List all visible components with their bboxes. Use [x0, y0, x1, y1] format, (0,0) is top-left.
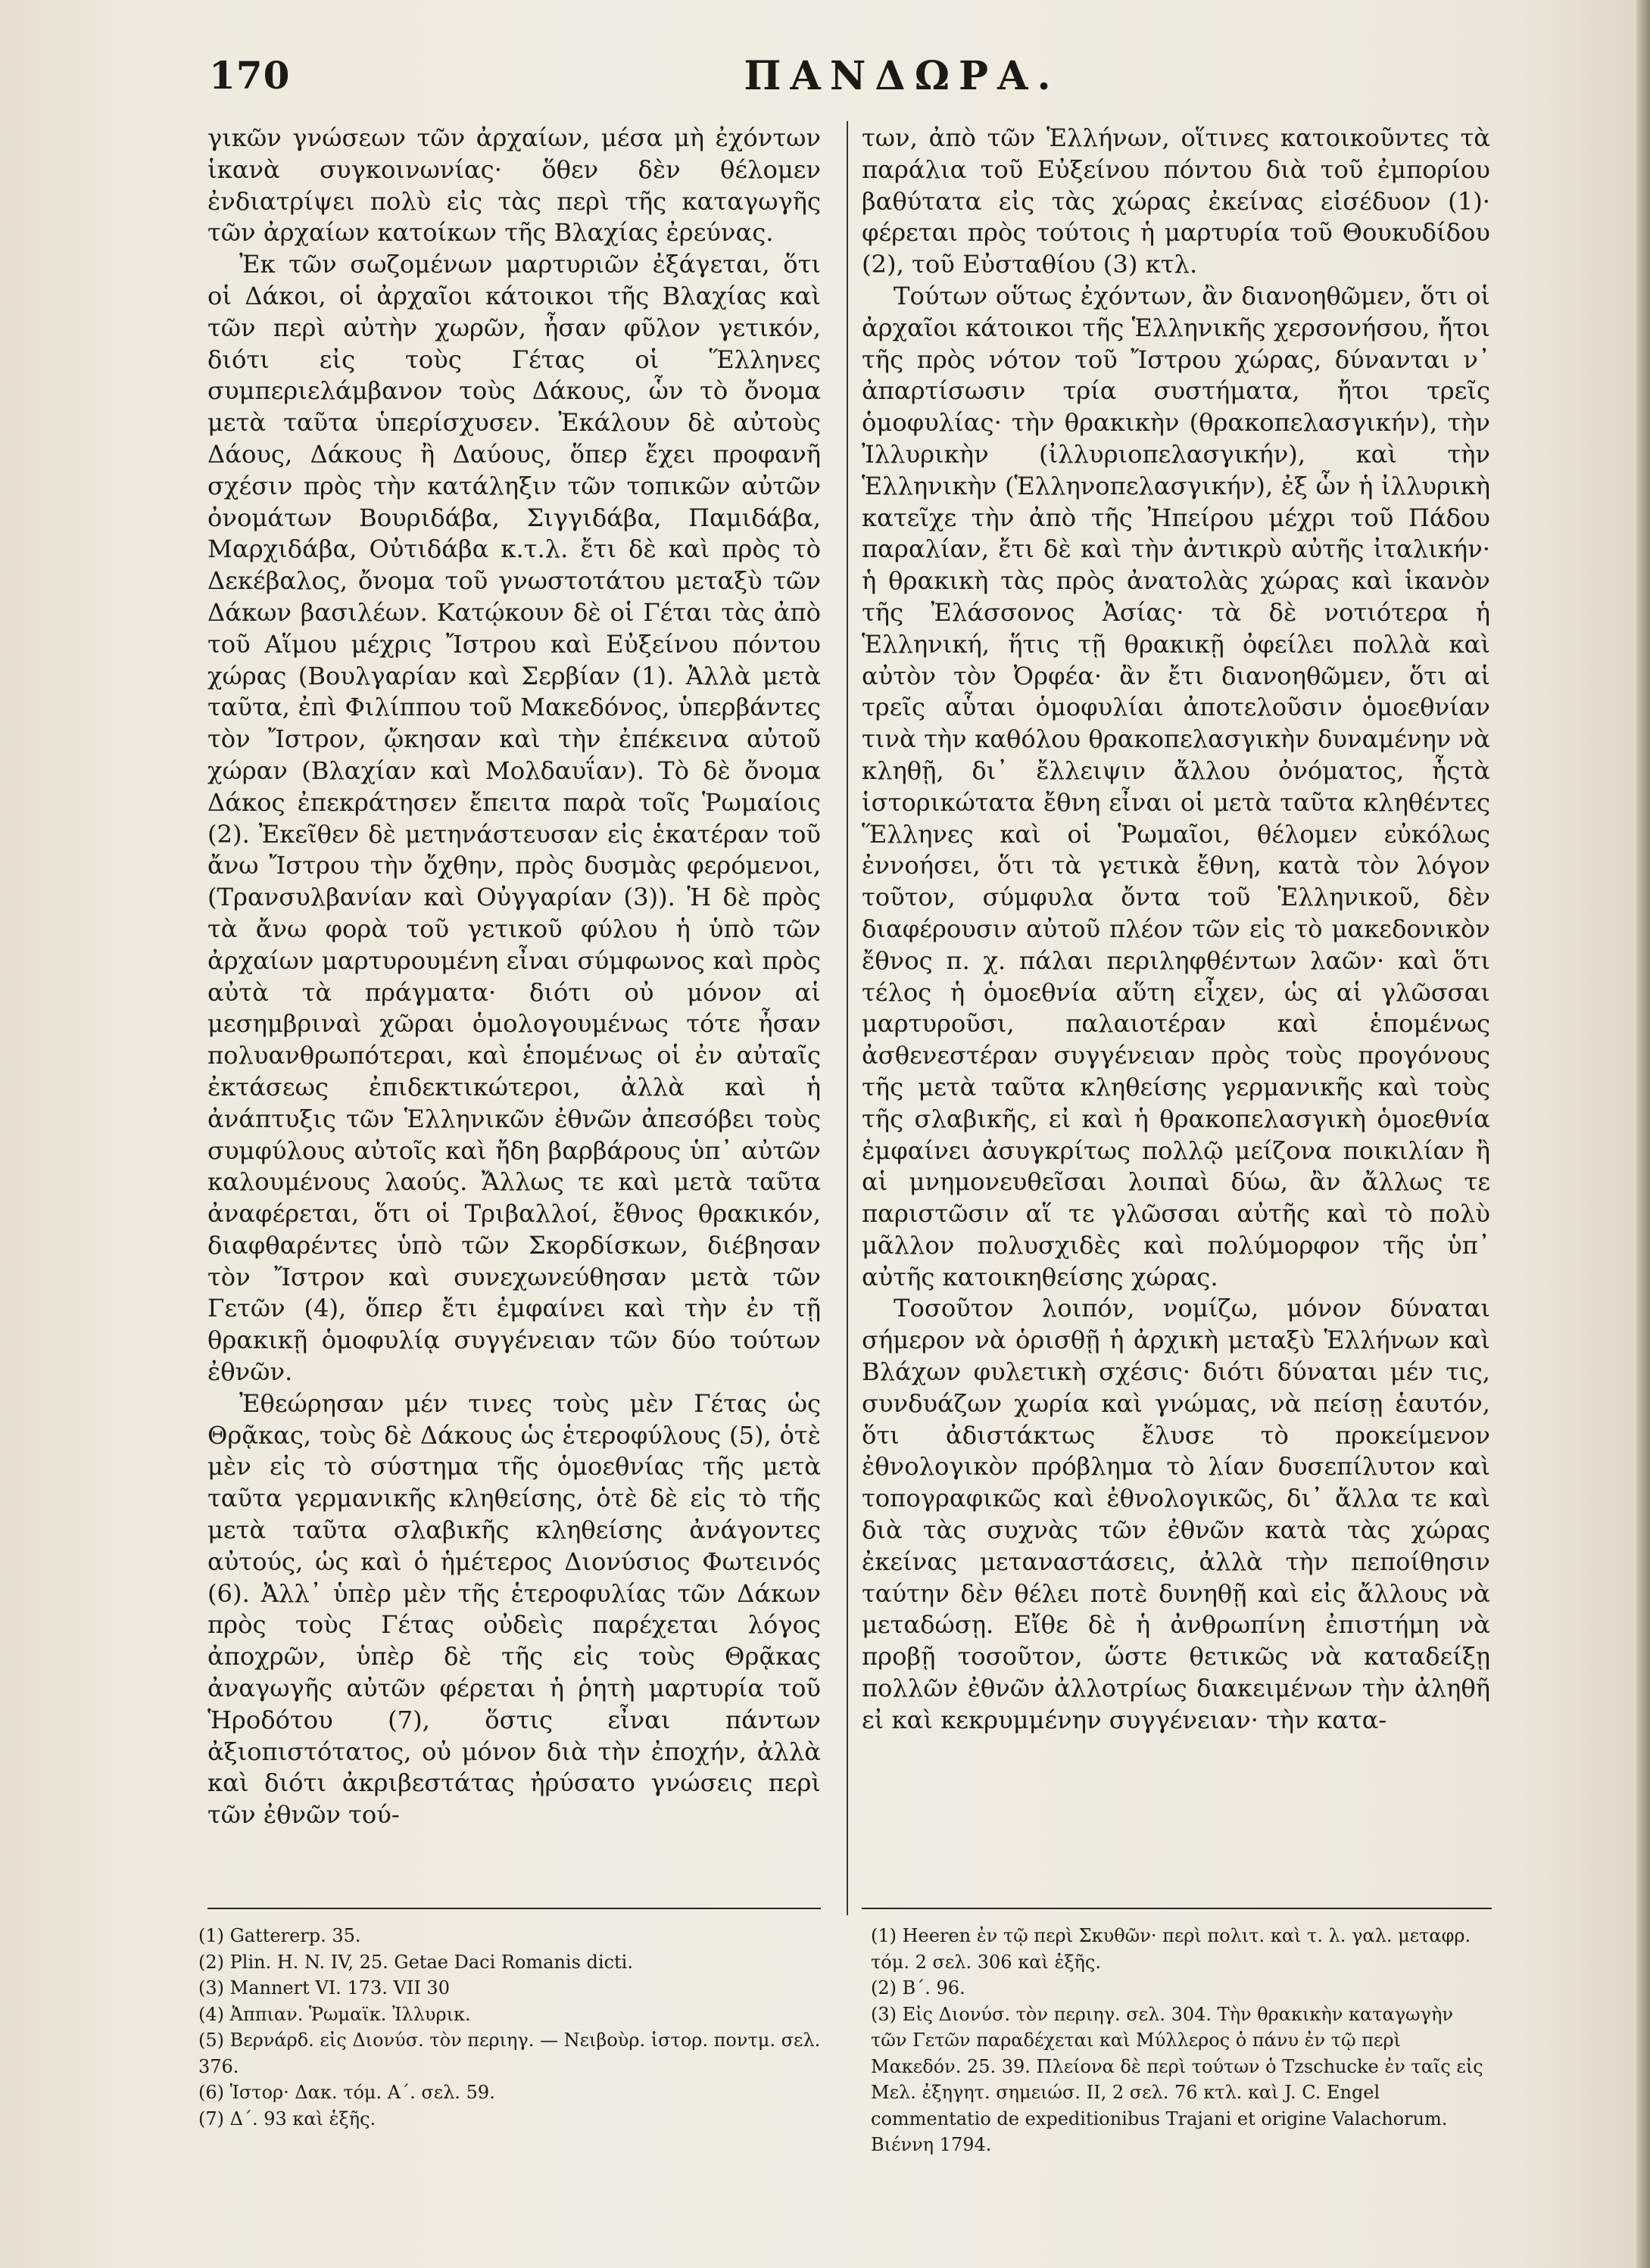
footnote-left-2: (2) Plin. H. N. IV, 25. Getae Daci Romanis dicti. [198, 1951, 633, 1973]
left-paragraph-2: Ἐκ τῶν σωζομένων μαρτυριῶν ἐξάγεται, ὅτι οἱ Δάκοι, οἱ ἀρχαῖοι κάτοικοι τῆς Βλαχίας καὶ τῶν περὶ αὐτὴν χωρῶν, ἦσαν φῦλον γετικόν, διότι εἰς τοὺς Γέτας οἱ Ἕλληνες συμπεριελάμβανον τοὺς Δάκους, ὧν τὸ ὄνομα μετὰ ταῦτα ὑπερίσχυσεν. Ἐκάλουν δὲ αὐτοὺς Δάους, Δάκους ἢ Δαύους, ὅπερ ἔχει προφανῆ σχέσιν πρὸς τὴν κατάληξιν τῶν τοπικῶν αὐτῶν ὀνομάτων Βουριδάβα, Σιγγιδάβα, Παμιδάβα, Μαρχιδάβα, Οὐτιδάβα κ.τ.λ. ἔτι δὲ καὶ πρὸς τὸ Δεκέβαλος, ὄνομα τοῦ γνωστοτάτου μεταξὺ τῶν Δάκων βασιλέων. Κατῴκουν δὲ οἱ Γέται τὰς ἀπὸ τοῦ Αἵμου μέχρις Ἴστρου καὶ Εὐξείνου πόντου χώρας (Βουλγαρίαν καὶ Σερβίαν (1). Ἀλλὰ μετὰ ταῦτα, ἐπὶ Φιλίππου τοῦ Μακεδόνος, ὑπερβάντες τὸν Ἴστρον, ᾤκησαν καὶ τὴν ἐπέκεινα αὐτοῦ χώραν (Βλαχίαν καὶ Μολδαυΐαν). Τὸ δὲ ὄνομα Δάκος ἐπεκράτησεν ἔπειτα παρὰ τοῖς Ῥωμαίοις (2). Ἐκεῖθεν δὲ μετηνάστευσαν εἰς ἑκατέραν τοῦ ἄνω Ἴστρου τὴν ὄχθην, πρὸς δυσμὰς φερόμενοι, (Τρανσυλβανίαν καὶ Οὐγγαρίαν (3)). Ἡ δὲ πρὸς τὰ ἄνω φορὰ τοῦ γετικοῦ φύλου ἡ ὑπὸ τῶν ἀρχαίων μαρτυρουμένη εἶναι σύμφωνος καὶ πρὸς αὐτὰ τὰ πράγματα· διότι οὐ μόνον αἱ μεσημβριναὶ χῶραι ὁμολογουμένως τότε ἦσαν πολυανθρωπότεραι, καὶ ἑπομένως οἱ ἐν αὐταῖς ἐκτάσεως ἐπιδεκτικώτεροι, ἀλλὰ καὶ ἡ ἀνάπτυξις τῶν Ἑλληνικῶν ἐθνῶν ἀπεσόβει τοὺς συμφύλους αὐτοῖς καὶ ἤδη βαρβάρους ὑπ᾽ αὐτῶν καλουμένους λαούς. Ἄλλως τε καὶ μετὰ ταῦτα ἀναφέρεται, ὅτι οἱ Τριβαλλοί, ἔθνος θρακικόν, διαφθαρέντες ὑπὸ τῶν Σκορδίσκων, διέβησαν τὸν Ἴστρον καὶ συνεχωνεύθησαν μετὰ τῶν Γετῶν (4), ὅπερ ἔτι ἐμφαίνει καὶ τὴν ἐν τῇ θρακικῇ ὁμοφυλίᾳ συγγένειαν τῶν δύο τούτων ἐθνῶν. [207, 250, 821, 1387]
footnotes-right [871, 1923, 1492, 2158]
footnote-right-1: (1) Heeren ἐν τῷ περὶ Σκυθῶν· περὶ πολιτ. καὶ τ. λ. γαλ. μεταφρ. τόμ. 2 σελ. 306 καὶ ἑξῆς. [871, 1925, 1471, 1973]
page-header [209, 53, 1595, 106]
footnotes-left [198, 1923, 834, 2132]
left-paragraph-1: γικῶν γνώσεων τῶν ἀρχαίων, μέσα μὴ ἐχόντων ἱκανὰ συγκοινωνίας· ὅθεν δὲν θέλομεν ἐνδιατρίψει πολὺ εἰς τὰς περὶ τῆς καταγωγῆς τῶν ἀρχαίων κατοίκων τῆς Βλαχίας ἐρεύνας. [207, 123, 821, 248]
footnote-left-4: (4) Ἀππιαν. Ῥωμαϊκ. Ἰλλυρικ. [198, 2003, 471, 2025]
right-column [862, 123, 1490, 1737]
page-edge-shadow [1636, 0, 1650, 2268]
footnote-left-3: (3) Mannert VI. 173. VII 30 [198, 1977, 450, 1999]
footnote-left-7: (7) Δ΄. 93 καὶ ἑξῆς. [198, 2108, 376, 2129]
page-number: 170 [209, 53, 291, 98]
footnote-left-5: (5) Βερνάρδ. εἰς Διονύσ. τὸν περιηγ. — Νειβοὺρ. ἱστορ. ποντμ. σελ. 376. [198, 2030, 821, 2077]
footnote-left-1: (1) Gattererp. 35. [198, 1925, 361, 1946]
right-paragraph-1: των, ἀπὸ τῶν Ἑλλήνων, οἵτινες κατοικοῦντες τὰ παράλια τοῦ Εὐξείνου πόντου διὰ τοῦ ἐμπορίου βαθύτατα εἰς τὰς χώρας ἐκείνας εἰσέδυον (1)· φέρεται πρὸς τούτοις ἡ μαρτυρία τοῦ Θουκυδίδου (2), τοῦ Εὐσταθίου (3) κτλ. [862, 123, 1490, 279]
right-paragraph-3: Τοσοῦτον λοιπόν, νομίζω, μόνον δύναται σήμερον νὰ ὁρισθῇ ἡ ἀρχικὴ μεταξὺ Ἑλλήνων καὶ Βλάχων φυλετικὴ σχέσις· διότι δύναται μέν τις, συνδυάζων χωρία καὶ γνώμας, νὰ πείσῃ ἑαυτόν, ὅτι ἀδιστάκτως ἔλυσε τὸ προκείμενον ἐθνολογικὸν πρόβλημα τὸ λίαν δυσεπίλυτον καὶ τοπογραφικῶς καὶ ἐθνολογικῶς, δι᾽ ἄλλα τε καὶ διὰ τὰς συχνὰς τῶν ἐθνῶν κατὰ τὰς χώρας ἐκείνας μεταναστάσεις, ἀλλὰ τὴν πεποίθησιν ταύτην δὲν θέλει ποτὲ δυνηθῇ καὶ εἰς ἄλλους νὰ μεταδώσῃ. Εἴθε δὲ ἡ ἀνθρωπίνη ἐπιστήμη νὰ προβῇ τοσοῦτον, ὥστε θετικῶς νὰ καταδείξῃ πολλῶν ἐθνῶν ἀλλοτρίως διακειμένων τὴν ἀληθῆ εἰ καὶ κεκρυμμένην συγγένειαν· τὴν κατα- [862, 1294, 1490, 1734]
left-column [207, 123, 821, 1831]
footnote-rule-left [207, 1908, 821, 1909]
left-paragraph-3: Ἐθεώρησαν μέν τινες τοὺς μὲν Γέτας ὡς Θρᾷκας, τοὺς δὲ Δάκους ὡς ἑτεροφύλους (5), ὁτὲ μὲν εἰς τὸ σύστημα τῆς ὁμοεθνίας τῆς μετὰ ταῦτα γερμανικῆς κληθείσης, ὁτὲ δὲ εἰς τὸ τῆς μετὰ ταῦτα σλαβικῆς κληθείσης ἀνάγοντες αὐτούς, ὡς καὶ ὁ ἡμέτερος Διονύσιος Φωτεινός (6). Ἀλλ᾽ ὑπὲρ μὲν τῆς ἑτεροφυλίας τῶν Δάκων πρὸς τοὺς Γέτας οὐδεὶς παρέχεται λόγος ἀποχρῶν, ὑπὲρ δὲ τῆς εἰς τοὺς Θρᾷκας ἀναγωγῆς αὐτῶν φέρεται ἡ ῥητὴ μαρτυρία τοῦ Ἡροδότου (7), ὅστις εἶναι πάντων ἀξιοπιστότατος, οὐ μόνον διὰ τὴν ἐποχήν, ἀλλὰ καὶ διότι ἀκριβεστάτας ἠρύσατο γνώσεις περὶ τῶν ἐθνῶν τού- [207, 1388, 821, 1830]
footnote-rule-right [862, 1908, 1492, 1909]
footnote-right-2: (2) Β΄. 96. [871, 1977, 965, 1999]
column-divider [847, 121, 848, 1915]
running-title: ΠΑΝΔΩΡΑ. [744, 53, 1060, 99]
footnote-left-6: (6) Ἱστορ· Δακ. τόμ. Α΄. σελ. 59. [198, 2082, 495, 2103]
right-paragraph-2: Τούτων οὕτως ἐχόντων, ἂν διανοηθῶμεν, ὅτι οἱ ἀρχαῖοι κάτοικοι τῆς Ἑλληνικῆς χερσονήσου, ἤτοι τῆς πρὸς νότον τοῦ Ἴστρου χώρας, δύνανται ν᾽ ἀπαρτίσωσιν τρία συστήματα, ἤτοι τρεῖς ὁμοφυλίας· τὴν θρακικὴν (θρακοπελασγικήν), τὴν Ἰλλυρικὴν (ἰλλυριοπελασγικήν), καὶ τὴν Ἑλληνικὴν (Ἑλληνοπελασγικήν), ἐξ ὧν ἡ ἰλλυρικὴ κατεῖχε τὴν ἀπὸ τῆς Ἠπείρου μέχρι τοῦ Πάδου παραλίαν, ἔτι δὲ καὶ τὴν ἀντικρὺ αὐτῆς ἰταλικήν· ἡ θρακικὴ τὰς πρὸς ἀνατολὰς χώρας καὶ ἱκανὸν τῆς Ἐλάσσονος Ἀσίας· τὰ δὲ νοτιότερα ἡ Ἑλληνική, ἥτις τῇ θρακικῇ ὀφείλει πολλὰ καὶ αὐτὸν τὸν Ὀρφέα· ἂν ἔτι διανοηθῶμεν, ὅτι αἱ τρεῖς αὗται ὁμοφυλίαι ἀποτελοῦσιν ὁμοεθνίαν τινὰ τὴν καθόλου θρακοπελασγικὴν δυναμένην νὰ κληθῇ, δι᾽ ἔλλειψιν ἄλλου ὀνόματος, ἧςτὰ ἱστορικώτατα ἔθνη εἶναι οἱ μετὰ ταῦτα κληθέντες Ἕλληνες καὶ οἱ Ῥωμαῖοι, θέλομεν εὐκόλως ἐννοήσει, ὅτι τὰ γετικὰ ἔθνη, κατὰ τὸν λόγον τοῦτον, σύμφυλα ὄντα τοῦ Ἑλληνικοῦ, δὲν διαφέρουσιν αὐτοῦ πλέον τῶν εἰς τὸ μακεδονικὸν ἔθνος π. χ. πάλαι περιληφθέντων λαῶν· καὶ ὅτι τέλος ἡ ὁμοεθνία αὕτη εἶχεν, ὡς αἱ γλῶσσαι μαρτυροῦσι, παλαιοτέραν καὶ ἑπομένως ἀσθενεστέραν συγγένειαν πρὸς τοὺς προγόνους τῆς μετὰ ταῦτα κληθείσης γερμανικῆς καὶ τοὺς τῆς σλαβικῆς, εἰ καὶ ἡ θρακοπελασγικὴ ὁμοεθνία ἐμφαίνει ἀσυγκρίτως πολλῷ μείζονα ποικιλίαν ἢ αἱ μνημονευθεῖσαι λοιπαὶ δύω, ἂν ἄλλως τε παριστῶσιν αἵ τε γλῶσσαι αὐτῆς καὶ τὸ πολὺ μᾶλλον πολυσχιδὲς καὶ πολύμορφον τῆς ὑπ᾽ αὐτῆς κατοικηθείσης χώρας. [862, 281, 1490, 1291]
footnote-right-3: (3) Εἰς Διονύσ. τὸν περιηγ. σελ. 304. Τὴν θρακικὴν καταγωγὴν τῶν Γετῶν παραδέχεται καὶ Μύλλερος ὁ πάνυ ἐν τῷ περὶ Μακεδόν. 25. 39. Πλείονα δὲ περὶ τούτων ὁ Tzschucke ἐν ταῖς εἰς Μελ. ἐξηγητ. σημειώσ. II, 2 σελ. 76 κτλ. καὶ J. C. Engel commentatio de expeditionibus Trajani et origine Valachorum. Βιέννη 1794. [871, 2003, 1483, 2155]
